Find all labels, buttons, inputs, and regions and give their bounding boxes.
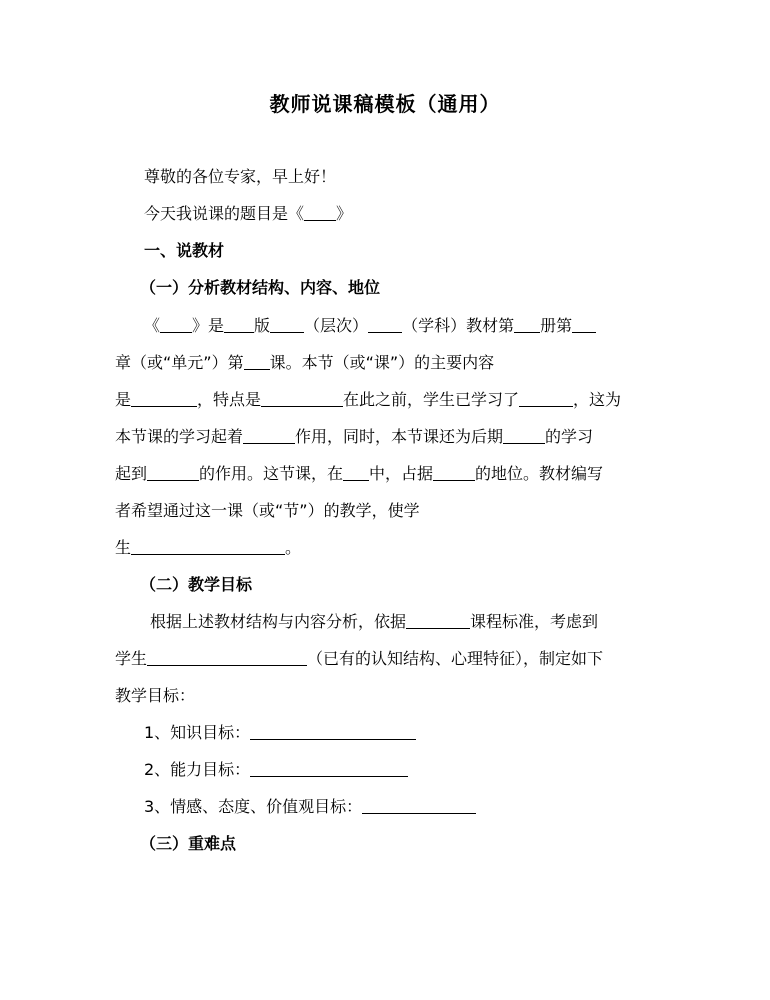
p1-text-i: 是 bbox=[115, 390, 132, 409]
p1-text-s: 的地位。教材编写 bbox=[475, 464, 604, 483]
paragraph-2-line-3 bbox=[115, 685, 195, 707]
subsection-heading-3: （三）重难点 bbox=[140, 834, 237, 853]
blank-edition bbox=[224, 316, 254, 333]
blank-expected-outcome bbox=[131, 538, 285, 555]
blank-later-learning bbox=[503, 427, 545, 444]
blank-values-goal bbox=[362, 797, 476, 814]
p1-text-k: 在此之前，学生已学习了 bbox=[343, 390, 520, 409]
greeting-text: 尊敬的各位专家，早上好！ bbox=[144, 167, 337, 186]
blank-knowledge-goal bbox=[250, 723, 416, 740]
p1-text-e: （学科）教材第 bbox=[402, 316, 515, 335]
p1-text-t: 者希望通过这一课（或“节”）的教学，使学 bbox=[115, 501, 420, 520]
p2-text-d: （已有的认知结构、心理特征），制定如下 bbox=[307, 649, 604, 668]
blank-context bbox=[343, 464, 369, 481]
p1-text-q: 的作用。这节课，在 bbox=[199, 464, 344, 483]
paragraph-1-line-7 bbox=[115, 537, 301, 559]
topic-line bbox=[144, 203, 352, 225]
p2-text-a: 根据上述教材结构与内容分析，依据 bbox=[150, 612, 407, 631]
paragraph-2-line-2 bbox=[115, 648, 603, 670]
p1-text-n: 作用，同时，本节课还为后期 bbox=[295, 427, 504, 446]
paragraph-1-line-6 bbox=[115, 500, 420, 522]
p1-text-l: ，这为 bbox=[573, 390, 622, 409]
goal-ability-line bbox=[144, 759, 408, 781]
subsection-heading-1: （一）分析教材结构、内容、地位 bbox=[140, 278, 381, 297]
p1-text-f: 册第 bbox=[540, 316, 573, 335]
goal-knowledge-label: 1、知识目标： bbox=[144, 723, 251, 742]
blank-level bbox=[270, 316, 304, 333]
paragraph-1-line-4 bbox=[115, 426, 593, 448]
p1-text-b: 》是 bbox=[192, 316, 225, 335]
paragraph-1-line-5 bbox=[115, 463, 603, 485]
document-title: 教师说课稿模板（通用） bbox=[269, 92, 501, 116]
topic-suffix: 》 bbox=[336, 204, 353, 223]
p1-text-v: 。 bbox=[285, 538, 302, 557]
blank-chapter bbox=[572, 316, 596, 333]
p1-text-h: 课。本节（或“课”）的主要内容 bbox=[269, 353, 495, 372]
blank-student-profile bbox=[147, 649, 307, 666]
paragraph-1-line-1 bbox=[144, 315, 596, 337]
blank-lesson bbox=[244, 353, 270, 370]
p1-text-j: ，特点是 bbox=[197, 390, 262, 409]
paragraph-2-line-1 bbox=[150, 611, 598, 633]
p1-text-c: 版 bbox=[254, 316, 271, 335]
goal-values-label: 3、情感、态度、价值观目标： bbox=[144, 797, 363, 816]
p2-text-e: 教学目标： bbox=[115, 686, 196, 705]
p1-text-a: 《 bbox=[144, 316, 161, 335]
topic-prefix: 今天我说课的题目是《 bbox=[144, 204, 305, 223]
blank-features bbox=[261, 390, 343, 407]
p1-text-d: （层次） bbox=[304, 316, 369, 335]
paragraph-1-line-2 bbox=[115, 352, 494, 374]
p1-text-g: 章（或“单元”）第 bbox=[115, 353, 244, 372]
p1-text-u: 生 bbox=[115, 538, 132, 557]
p1-text-r: 中，占据 bbox=[369, 464, 434, 483]
blank-ability-goal bbox=[250, 760, 408, 777]
blank-role bbox=[243, 427, 295, 444]
p1-text-o: 的学习 bbox=[545, 427, 594, 446]
goal-ability-label: 2、能力目标： bbox=[144, 760, 251, 779]
blank-volume bbox=[514, 316, 540, 333]
blank-textbook-name bbox=[160, 316, 192, 333]
blank-subject bbox=[368, 316, 402, 333]
blank-main-content bbox=[131, 390, 197, 407]
topic-blank bbox=[304, 204, 336, 221]
paragraph-1-line-3 bbox=[115, 389, 621, 411]
greeting-line bbox=[144, 166, 336, 188]
blank-status bbox=[433, 464, 475, 481]
goal-knowledge-line bbox=[144, 722, 416, 744]
subsection-heading-2: （二）教学目标 bbox=[140, 575, 253, 594]
blank-effect bbox=[147, 464, 199, 481]
blank-previous-learning bbox=[519, 390, 573, 407]
goal-values-line bbox=[144, 796, 476, 818]
p2-text-b: 课程标准，考虑到 bbox=[470, 612, 599, 631]
p2-text-c: 学生 bbox=[115, 649, 148, 668]
blank-curriculum-standard bbox=[406, 612, 470, 629]
p1-text-m: 本节课的学习起着 bbox=[115, 427, 244, 446]
p1-text-p: 起到 bbox=[115, 464, 148, 483]
section-heading-1: 一、说教材 bbox=[144, 241, 225, 260]
